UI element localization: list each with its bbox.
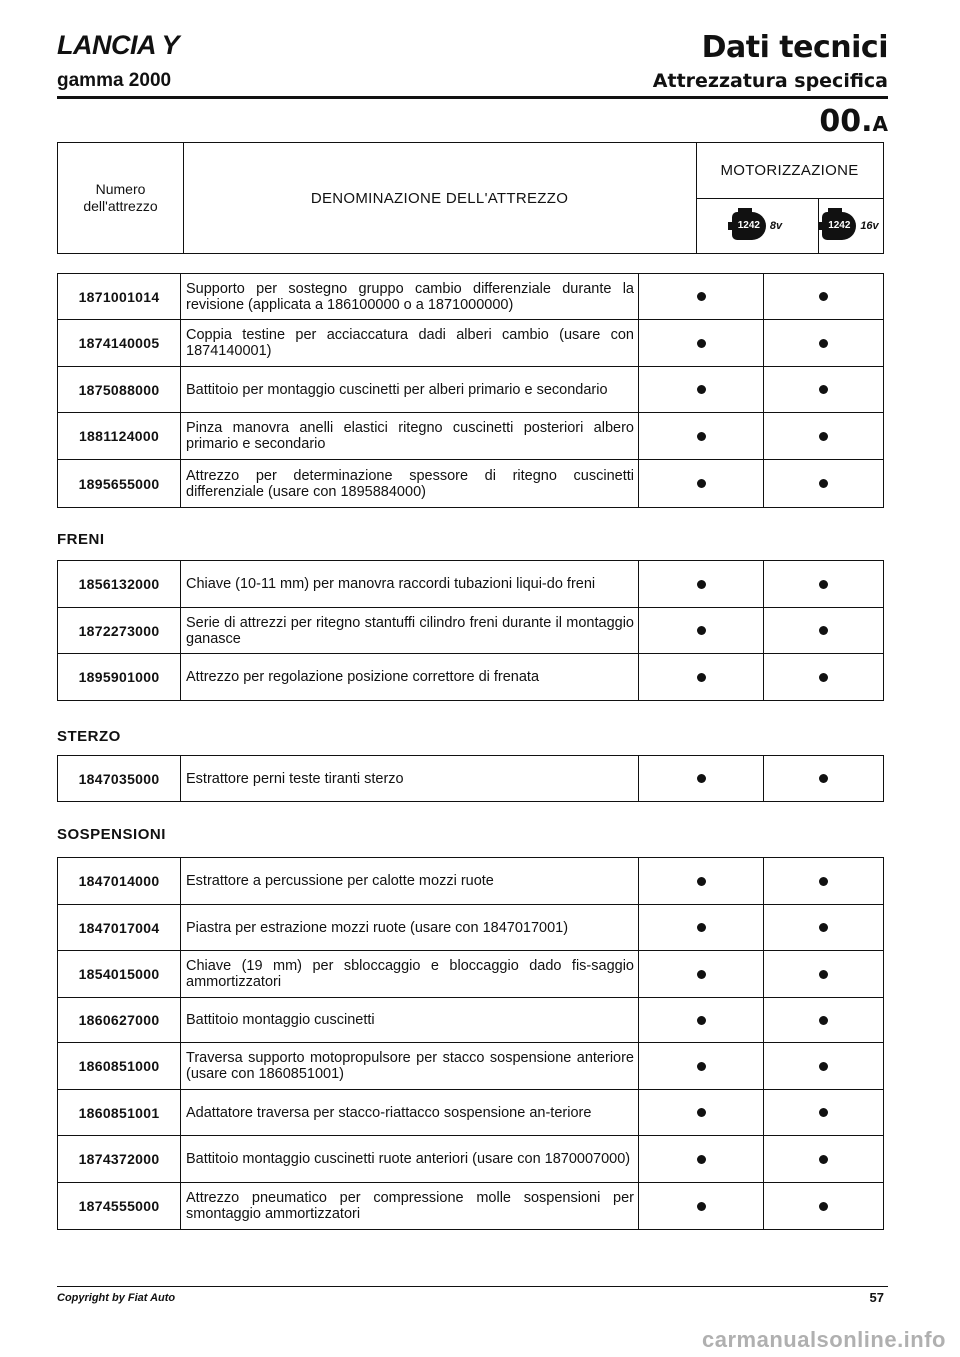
table-row xyxy=(58,608,883,654)
bullet-dot-icon xyxy=(819,580,828,589)
applies-16v xyxy=(764,1090,883,1135)
engine-valves-label: 8v xyxy=(769,219,783,232)
applies-8v xyxy=(639,858,764,904)
bullet-dot-icon xyxy=(819,673,828,682)
tool-number: 1854015000 xyxy=(58,951,181,997)
engine-16v xyxy=(818,198,883,253)
tool-number: 1881124000 xyxy=(58,413,181,459)
applies-16v xyxy=(764,756,883,801)
applies-16v xyxy=(764,858,883,904)
tool-description xyxy=(181,951,639,997)
tool-description-text: Adattatore traversa per stacco-riattacco sospensione an-teriore xyxy=(186,1104,592,1121)
bullet-dot-icon xyxy=(697,1108,706,1117)
col-header-name: DENOMINAZIONE DELL'ATTREZZO xyxy=(183,143,697,253)
tool-description xyxy=(181,460,639,507)
tool-description xyxy=(181,1183,639,1229)
applies-16v xyxy=(764,460,883,507)
tool-number: 1856132000 xyxy=(58,561,181,607)
engine-valves-label: 16v xyxy=(860,219,879,232)
bullet-dot-icon xyxy=(819,626,828,635)
table-row xyxy=(58,1090,883,1136)
table-row xyxy=(58,413,883,460)
applies-16v xyxy=(764,608,883,653)
tool-number: 1871001014 xyxy=(58,274,181,319)
applies-8v xyxy=(639,1136,764,1182)
applies-8v xyxy=(639,413,764,459)
bullet-dot-icon xyxy=(697,432,706,441)
applies-8v xyxy=(639,1090,764,1135)
table-row xyxy=(58,858,883,905)
tool-description xyxy=(181,654,639,700)
section-code xyxy=(819,104,888,139)
table-row xyxy=(58,1043,883,1090)
col-header-number xyxy=(58,143,184,253)
applies-16v xyxy=(764,951,883,997)
bullet-dot-icon xyxy=(819,432,828,441)
tool-description-text: Pinza manovra anelli elastici ritegno cuscinetti posteriori albero primario e secondario xyxy=(186,420,634,452)
applies-8v xyxy=(639,654,764,700)
header-divider xyxy=(57,96,888,99)
applies-16v xyxy=(764,413,883,459)
tool-description-text: Traversa supporto motopropulsore per stacco sospensione anteriore (usare con 1860851001) xyxy=(186,1050,634,1082)
bullet-dot-icon xyxy=(819,479,828,488)
applies-16v xyxy=(764,1043,883,1089)
tool-description-text: Attrezzo pneumatico per compressione molle sospensioni per smontaggio ammortizzatori xyxy=(186,1190,634,1222)
bullet-dot-icon xyxy=(819,1062,828,1071)
tool-description-text: Estrattore perni teste tiranti sterzo xyxy=(186,770,404,787)
bullet-dot-icon xyxy=(697,877,706,886)
engine-badge: 1242 xyxy=(828,220,851,231)
tool-table xyxy=(57,560,884,701)
bullet-dot-icon xyxy=(697,1155,706,1164)
tool-description-text: Chiave (19 mm) per sbloccaggio e bloccaggio dado fis-saggio ammortizzatori xyxy=(186,958,634,990)
tool-description xyxy=(181,756,639,801)
tool-description-text: Attrezzo per determinazione spessore di ritegno cuscinetti differenziale (usare con 1895884000) xyxy=(186,467,634,500)
tool-description xyxy=(181,1136,639,1182)
engine-badge: 1242 xyxy=(737,220,760,231)
tool-number: 1875088000 xyxy=(58,367,181,412)
tool-description-text: Attrezzo per regolazione posizione correttore di frenata xyxy=(186,669,540,685)
tool-description xyxy=(181,413,639,459)
tool-description-text: Supporto per sostegno gruppo cambio differenziale durante la revisione (applicata a 186100000 o a 1871000000) xyxy=(186,280,634,313)
tool-number: 1895901000 xyxy=(58,654,181,700)
applies-8v xyxy=(639,905,764,950)
table-row xyxy=(58,951,883,998)
tool-number: 1847017004 xyxy=(58,905,181,950)
applies-8v xyxy=(639,756,764,801)
tool-description-text: Serie di attrezzi per ritegno stantuffi cilindro freni durante il montaggio ganasce xyxy=(186,614,634,647)
tool-description-text: Battitoio per montaggio cuscinetti per alberi primario e secondario xyxy=(186,381,608,398)
bullet-dot-icon xyxy=(697,479,706,488)
tool-description xyxy=(181,608,639,653)
table-row xyxy=(58,320,883,367)
engine-8v xyxy=(696,198,819,253)
bullet-dot-icon xyxy=(697,673,706,682)
table-row xyxy=(58,1136,883,1183)
tool-description xyxy=(181,998,639,1042)
section-title: FRENI xyxy=(57,531,105,548)
bullet-dot-icon xyxy=(697,339,706,348)
table-row xyxy=(58,905,883,951)
bullet-dot-icon xyxy=(697,1016,706,1025)
col-header-number-label: Numero dell'attrezzo xyxy=(83,181,158,214)
tool-number: 1874140005 xyxy=(58,320,181,366)
page-number: 57 xyxy=(869,1290,884,1305)
table-row xyxy=(58,654,883,700)
tool-number: 1860851000 xyxy=(58,1043,181,1089)
applies-8v xyxy=(639,951,764,997)
bullet-dot-icon xyxy=(697,970,706,979)
bullet-dot-icon xyxy=(819,339,828,348)
tool-number: 1847035000 xyxy=(58,756,181,801)
bullet-dot-icon xyxy=(819,1202,828,1211)
tool-description xyxy=(181,274,639,319)
bullet-dot-icon xyxy=(697,626,706,635)
tool-description-text: Coppia testine per acciaccatura dadi alberi cambio (usare con 1874140001) xyxy=(186,327,634,359)
applies-8v xyxy=(639,320,764,366)
tool-description-text: Piastra per estrazione mozzi ruote (usare con 1847017001) xyxy=(186,919,569,936)
bullet-dot-icon xyxy=(697,923,706,932)
applies-16v xyxy=(764,274,883,319)
tool-number: 1860627000 xyxy=(58,998,181,1042)
tool-number: 1874372000 xyxy=(58,1136,181,1182)
section-code-main: 00. xyxy=(819,104,873,139)
tool-table xyxy=(57,273,884,508)
applies-16v xyxy=(764,654,883,700)
tool-description xyxy=(181,1090,639,1135)
applies-16v xyxy=(764,1183,883,1229)
watermark: carmanualsonline.info xyxy=(702,1327,946,1352)
bullet-dot-icon xyxy=(819,292,828,301)
applies-16v xyxy=(764,1136,883,1182)
applies-8v xyxy=(639,608,764,653)
tool-description xyxy=(181,905,639,950)
table-header xyxy=(57,142,884,254)
bullet-dot-icon xyxy=(819,970,828,979)
bullet-dot-icon xyxy=(697,1062,706,1071)
tool-description-text: Chiave (10-11 mm) per manovra raccordi tubazioni liqui-do freni xyxy=(186,576,596,592)
applies-16v xyxy=(764,905,883,950)
bullet-dot-icon xyxy=(819,774,828,783)
tool-description xyxy=(181,1043,639,1089)
table-row xyxy=(58,274,883,320)
applies-8v xyxy=(639,274,764,319)
footer-copyright: Copyright by Fiat Auto xyxy=(57,1292,176,1304)
tool-description xyxy=(181,320,639,366)
applies-8v xyxy=(639,561,764,607)
bullet-dot-icon xyxy=(819,923,828,932)
footer-divider xyxy=(57,1286,888,1287)
bullet-dot-icon xyxy=(819,877,828,886)
page-title: Dati tecnici xyxy=(701,30,888,65)
engine-icon xyxy=(822,212,856,240)
tool-description xyxy=(181,858,639,904)
tool-table xyxy=(57,755,884,802)
tool-number: 1872273000 xyxy=(58,608,181,653)
table-row xyxy=(58,367,883,413)
applies-8v xyxy=(639,460,764,507)
tool-description xyxy=(181,367,639,412)
section-title: SOSPENSIONI xyxy=(57,826,166,843)
bullet-dot-icon xyxy=(697,580,706,589)
tool-number: 1874555000 xyxy=(58,1183,181,1229)
applies-16v xyxy=(764,320,883,366)
tool-number: 1847014000 xyxy=(58,858,181,904)
tool-number: 1895655000 xyxy=(58,460,181,507)
table-row xyxy=(58,561,883,608)
section-code-suffix: A xyxy=(872,112,888,136)
bullet-dot-icon xyxy=(697,292,706,301)
applies-8v xyxy=(639,1183,764,1229)
section-title: STERZO xyxy=(57,728,121,745)
bullet-dot-icon xyxy=(819,1108,828,1117)
col-header-engine: MOTORIZZAZIONE xyxy=(696,143,883,199)
brand-range: gamma 2000 xyxy=(57,70,172,91)
applies-8v xyxy=(639,1043,764,1089)
tool-description xyxy=(181,561,639,607)
bullet-dot-icon xyxy=(697,1202,706,1211)
tool-description-text: Estrattore a percussione per calotte mozzi ruote xyxy=(186,873,494,889)
table-row xyxy=(58,756,883,801)
bullet-dot-icon xyxy=(819,1016,828,1025)
applies-16v xyxy=(764,367,883,412)
brand-logo: LANCIA Y xyxy=(57,30,180,60)
applies-8v xyxy=(639,367,764,412)
bullet-dot-icon xyxy=(819,385,828,394)
tool-number: 1860851001 xyxy=(58,1090,181,1135)
table-row xyxy=(58,998,883,1043)
tool-table xyxy=(57,857,884,1230)
table-row xyxy=(58,460,883,507)
bullet-dot-icon xyxy=(697,385,706,394)
page-subtitle: Attrezzatura specifica xyxy=(652,70,888,92)
table-row xyxy=(58,1183,883,1229)
tool-description-text: Battitoio montaggio cuscinetti ruote anteriori (usare con 1870007000) xyxy=(186,1151,631,1167)
applies-8v xyxy=(639,998,764,1042)
applies-16v xyxy=(764,561,883,607)
applies-16v xyxy=(764,998,883,1042)
bullet-dot-icon xyxy=(697,774,706,783)
tool-description-text: Battitoio montaggio cuscinetti xyxy=(186,1012,375,1028)
bullet-dot-icon xyxy=(819,1155,828,1164)
engine-icon xyxy=(732,212,766,240)
